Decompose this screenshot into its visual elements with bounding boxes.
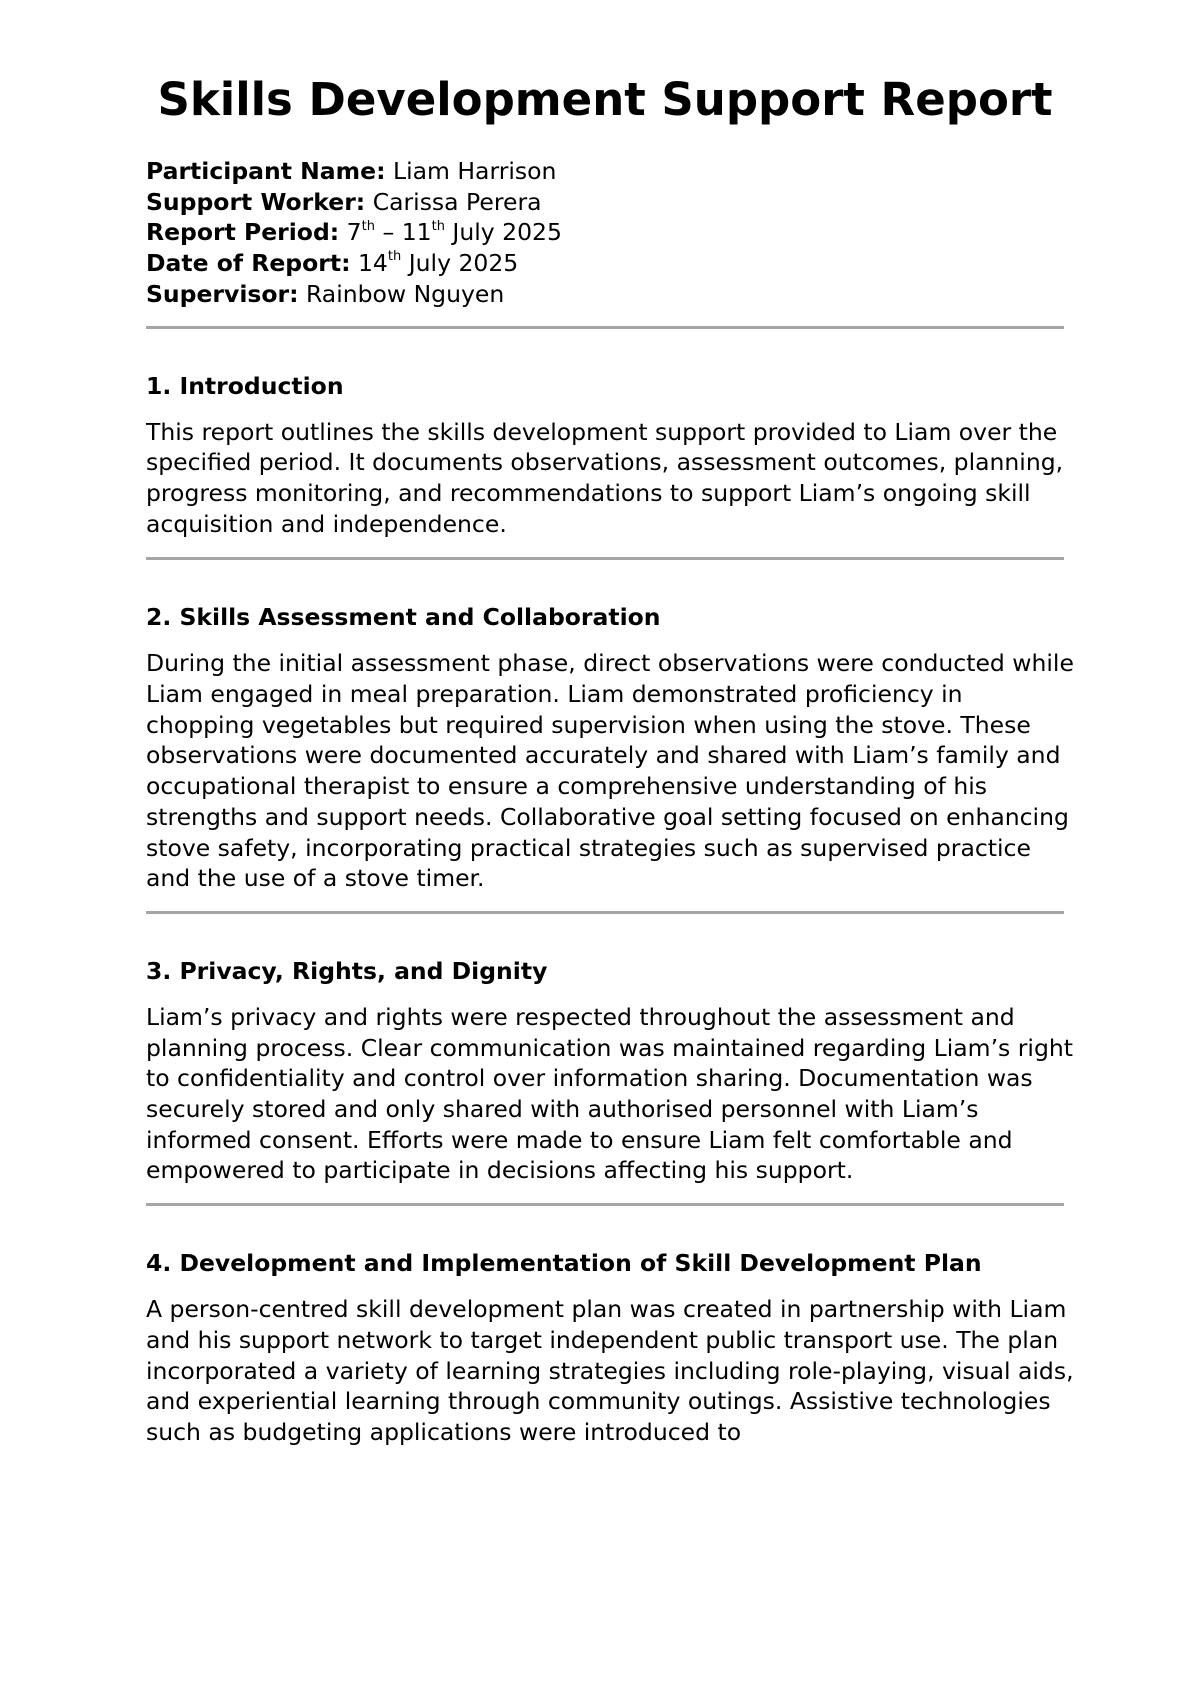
section-development-plan [146,1206,1074,1448]
section-heading: 2. Skills Assessment and Collaboration [146,603,661,632]
report-details [146,156,1064,310]
report-date-line [146,248,1064,279]
section-body: Liam’s privacy and rights were respected throughout the assessment and planning process. Clear communication was maintained regarding Liam’s right to confidentiality and control over information sharing. Documentation was securely stored and only shared with authorised personnel with Liam’s informed consent. Efforts were made to ensure Liam felt comfortable and empowered to participate in decisions affecting his support. [146,1002,1073,1185]
report-date-ordinal: th [387,249,402,265]
report-period-start-ordinal: th [361,218,375,234]
supervisor-value: Rainbow Nguyen [305,279,505,308]
section-skills-assessment [146,560,1074,911]
section-introduction [146,329,1064,558]
participant-name-line [146,156,1064,187]
report-date-label: Date of Report: [146,249,351,278]
section-heading: 1. Introduction [146,371,344,400]
report-period-label: Report Period: [146,218,340,247]
participant-name-label: Participant Name: [146,157,386,185]
report-period-line [146,217,1064,248]
support-worker-label: Support Worker: [146,187,366,216]
report-period-start-day: 7 [346,218,362,247]
report-period-end-day: 11 [401,218,432,247]
section-body: A person-centred skill development plan was created in partnership with Liam and his support network to target independent public transport use. The plan incorporated a variety of learning strategies including role-playing, visual aids, and experiential learning through community outings. Assistive technologies such as budgeting applications were introduced to [146,1295,1074,1446]
supervisor-line [146,279,1064,310]
report-date-day: 14 [357,249,388,278]
section-body: This report outlines the skills development support provided to Liam over the specified period. It documents observations, assessment outcomes, planning, progress monitoring, and recommendations to support Liam’s ongoing skill acquisition and independence. [146,417,1064,538]
report-period-month-year: July 2025 [452,218,562,247]
participant-name-value: Liam Harrison [392,157,557,185]
section-body: During the initial assessment phase, direct observations were conducted while Liam engaged in meal preparation. Liam demonstrated proficiency in chopping vegetables but required supervision when using the stove. These observations were documented accurately and shared with Liam’s family and occupational therapist to ensure a comprehensive understanding of his strengths and support needs. Collaborative goal setting focused on enhancing stove safety, incorporating practical strategies such as supervised practice and the use of a stove timer. [146,649,1074,893]
report-period-end-ordinal: th [431,218,445,234]
report-period-dash: – [382,218,395,247]
section-heading: 3. Privacy, Rights, and Dignity [146,956,548,985]
report-title: Skills Development Support Report [157,73,1053,126]
support-worker-value: Carissa Perera [372,187,542,216]
section-heading: 4. Development and Implementation of Skill Development Plan [146,1249,982,1278]
report-date-month-year: July 2025 [408,249,519,278]
section-privacy-rights [146,914,1073,1203]
support-worker-line [146,187,1064,218]
supervisor-label: Supervisor: [146,279,299,308]
